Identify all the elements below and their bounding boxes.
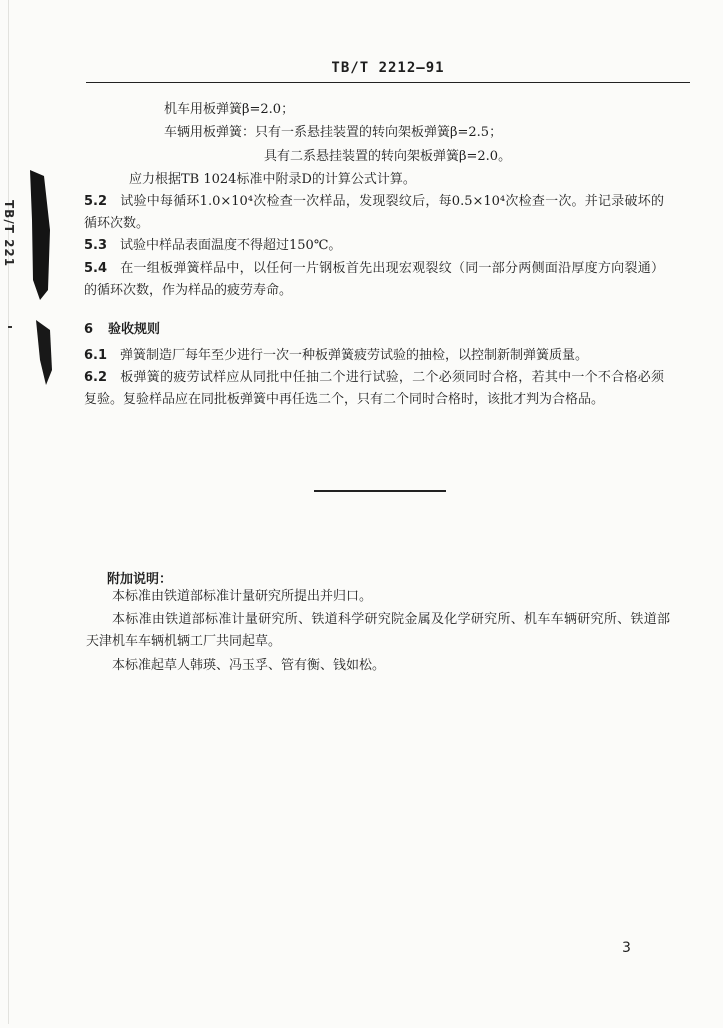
section-divider — [314, 490, 446, 492]
clause-6-2 — [84, 367, 664, 411]
addendum-title: 附加说明： — [107, 572, 173, 587]
addendum-line-proposer: 本标准由铁道部标准计量研究所提出并归口。 — [112, 589, 373, 604]
spine-doc-code: TB/T 221 — [2, 200, 16, 268]
clause-text: 弹簧制造厂每年至少进行一次一种板弹簧疲劳试验的抽检，以控制新制弹簧质量。 — [120, 348, 589, 363]
clause-number: 5.2 — [84, 194, 108, 209]
section-number: 6 — [84, 322, 94, 337]
header-rule — [86, 82, 690, 83]
clause-number: 6.2 — [84, 370, 108, 385]
section-6-heading — [84, 318, 160, 337]
intro-line-vehicle: 车辆用板弹簧：只有一系悬挂装置的转向架板弹簧β=2.5； — [164, 125, 503, 140]
clause-5-2 — [84, 191, 664, 235]
intro-line-stress: 应力根据TB 1024标准中附录D的计算公式计算。 — [129, 172, 416, 187]
addendum-line-drafters: 本标准由铁道部标准计量研究所、铁道科学研究院金属及化学研究所、机车车辆研究所、铁道部天津机车车辆机辆工厂共同起草。 — [86, 612, 670, 649]
clause-text: 板弹簧的疲劳试样应从同批中任抽二个进行试验，二个必须同时合格，若其中一个不合格必须复验。复验样品应在同批板弹簧中再任选二个，只有二个同时合格时，该批才判为合格品。 — [84, 370, 664, 407]
intro-line-locomotive: 机车用板弹簧β=2.0； — [164, 102, 295, 117]
clause-6-1 — [84, 345, 664, 367]
doc-code-header: TB/T 2212—91 — [331, 60, 445, 76]
binding-shadow — [0, 0, 60, 1024]
section-title: 验收规则 — [108, 322, 161, 337]
clause-number: 5.3 — [84, 238, 108, 253]
addendum-line-authors: 本标准起草人韩瑛、冯玉孚、管有衡、钱如松。 — [112, 658, 386, 673]
clause-text: 试验中每循环1.0×10⁴次检查一次样品，发现裂纹后，每0.5×10⁴次检查一次。并记录破坏的循环次数。 — [84, 194, 664, 231]
intro-line-secondary: 具有二系悬挂装置的转向架板弹簧β=2.0。 — [264, 149, 512, 164]
clause-text: 在一组板弹簧样品中，以任何一片钢板首先出现宏观裂纹（同一部分两侧面沿厚度方向裂通）的循环次数，作为样品的疲劳寿命。 — [84, 261, 664, 298]
binding-shadow-graphic — [0, 0, 60, 1024]
clause-5-3 — [84, 235, 664, 257]
clause-5-4 — [84, 258, 664, 302]
page-number: 3 — [622, 940, 631, 956]
clause-text: 试验中样品表面温度不得超过150℃。 — [120, 238, 342, 253]
clause-number: 6.1 — [84, 348, 108, 363]
clause-number: 5.4 — [84, 261, 108, 276]
